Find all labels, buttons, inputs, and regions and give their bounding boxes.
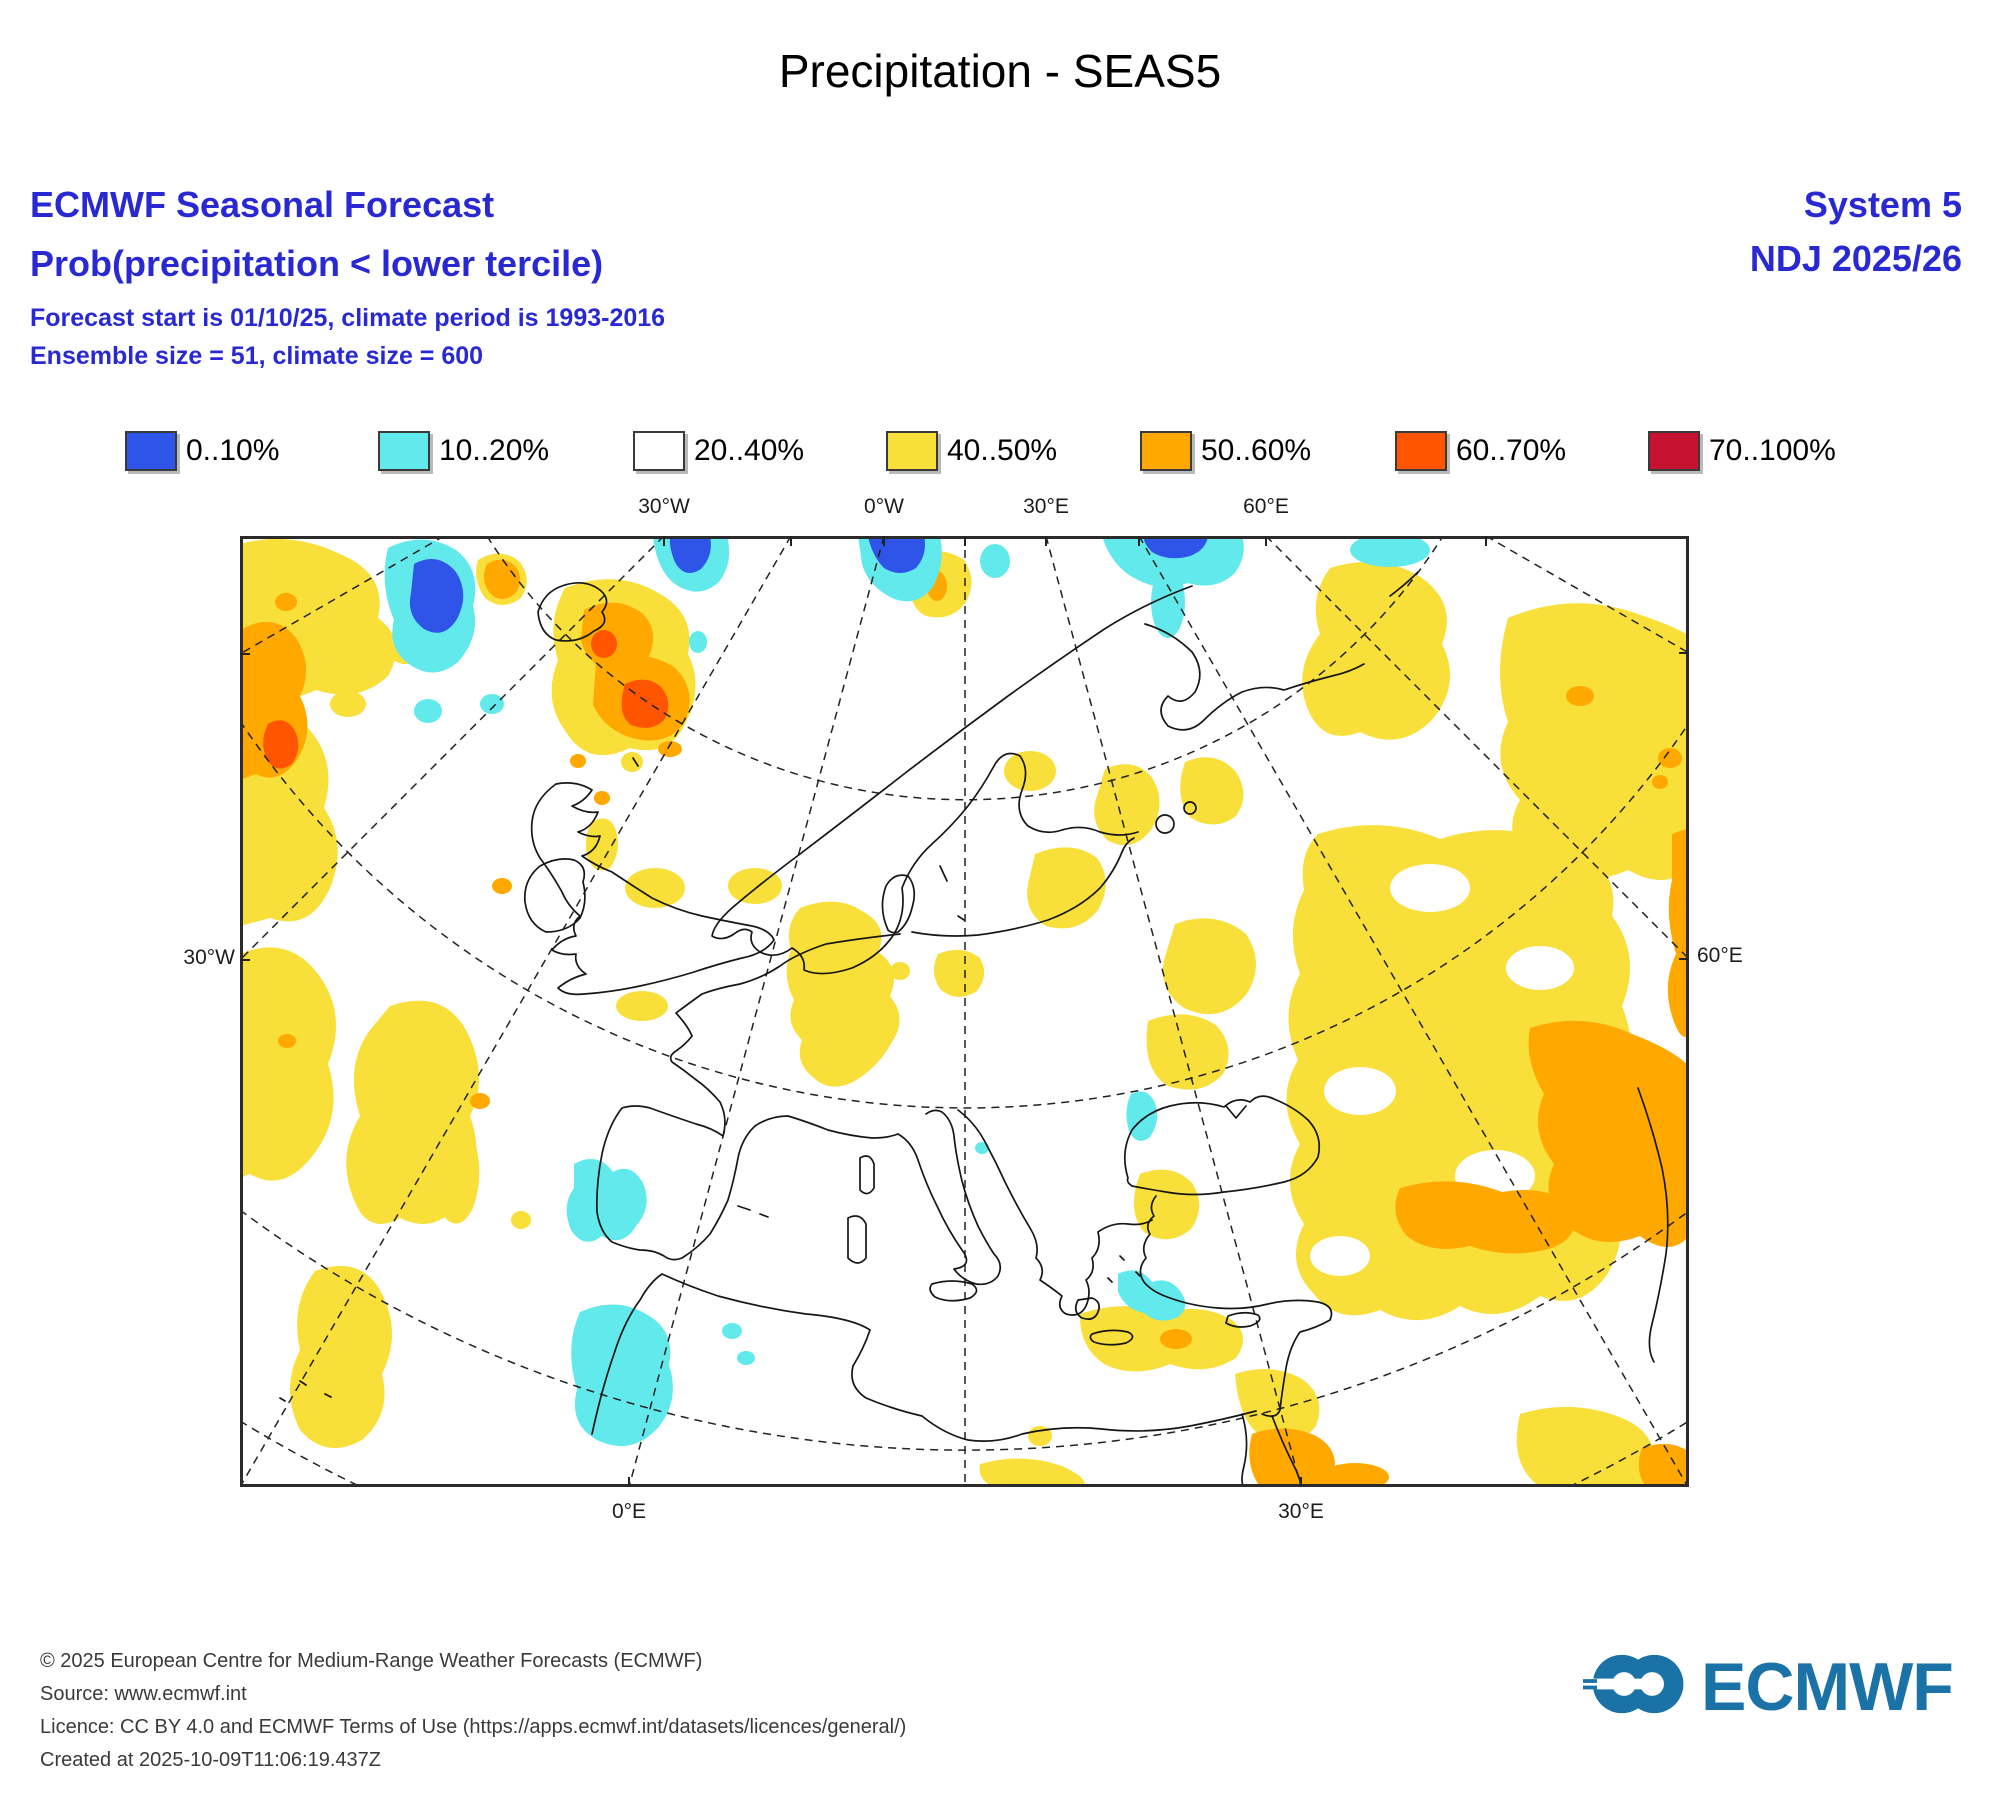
legend-swatch — [633, 431, 685, 471]
legend-label: 50..60% — [1201, 434, 1312, 467]
legend-item-10-20 — [378, 430, 549, 472]
forecast-start-line: Forecast start is 01/10/25, climate period is 1993-2016 — [30, 304, 666, 332]
lon-label-bottom-30e: 30°E — [1278, 1500, 1324, 1523]
ecmwf-logo-text: ECMWF — [1701, 1648, 1953, 1725]
legend-swatch — [886, 431, 938, 471]
lon-label-top-30w: 30°W — [638, 495, 690, 518]
legend-label: 70..100% — [1709, 434, 1836, 467]
legend-item-20-40 — [633, 430, 804, 472]
page-title: Precipitation - SEAS5 — [778, 45, 1222, 97]
legend-label: 60..70% — [1456, 434, 1567, 467]
legend-swatch — [1140, 431, 1192, 471]
legend-item-60-70 — [1395, 430, 1566, 472]
legend-swatch — [378, 431, 430, 471]
legend-label: 40..50% — [947, 434, 1058, 467]
forecast-product-title: ECMWF Seasonal Forecast — [30, 184, 495, 225]
forecast-map — [240, 536, 1689, 1487]
licence-line: Licence: CC BY 4.0 and ECMWF Terms of Use (https://apps.ecmwf.int/datasets/licences/general/) — [40, 1716, 907, 1738]
created-at-line: Created at 2025-10-09T11:06:19.437Z — [40, 1749, 381, 1771]
legend-label: 20..40% — [694, 434, 805, 467]
legend-label: 10..20% — [439, 434, 550, 467]
lon-label-top-30e: 30°E — [1023, 495, 1069, 518]
lon-label-bottom-0e: 0°E — [611, 1500, 647, 1523]
legend-item-0-10 — [125, 430, 279, 472]
footer — [40, 1645, 906, 1777]
ecmwf-logo-icon — [1583, 1645, 1691, 1728]
legend-swatch — [125, 431, 177, 471]
legend-item-50-60 — [1140, 430, 1311, 472]
legend-item-40-50 — [886, 430, 1057, 472]
source-line: Source: www.ecmwf.int — [40, 1683, 247, 1705]
season-label: NDJ 2025/26 — [1749, 238, 1962, 279]
system-label: System 5 — [1803, 184, 1962, 225]
legend-swatch — [1648, 431, 1700, 471]
lon-label-top-0w: 0°W — [864, 495, 904, 518]
legend-swatch — [1395, 431, 1447, 471]
copyright-line: © 2025 European Centre for Medium-Range Weather Forecasts (ECMWF) — [40, 1650, 703, 1672]
ensemble-size-line: Ensemble size = 51, climate size = 600 — [30, 342, 484, 370]
forecast-variable: Prob(precipitation < lower tercile) — [30, 243, 604, 284]
lon-label-left-30w: 30°W — [183, 946, 235, 969]
ecmwf-logo — [1583, 1645, 1953, 1728]
lon-label-top-60e: 60°E — [1243, 495, 1289, 518]
legend-label: 0..10% — [186, 434, 280, 467]
legend-item-70-100 — [1648, 430, 1836, 472]
lon-label-right-60e: 60°E — [1697, 944, 1743, 967]
